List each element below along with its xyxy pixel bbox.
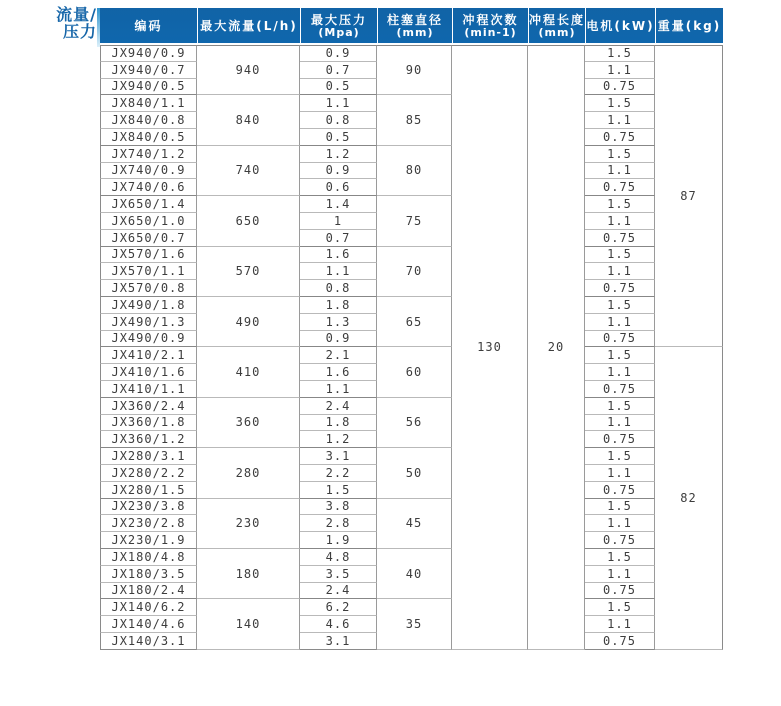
code-cell: JX650/1.0 bbox=[100, 213, 197, 230]
diameter-cell: 40 bbox=[377, 549, 452, 599]
pressure-cell: 2.4 bbox=[300, 398, 377, 415]
code-cell: JX490/1.3 bbox=[100, 314, 197, 331]
motor-cell: 1.1 bbox=[585, 566, 655, 583]
motor-cell: 1.1 bbox=[585, 213, 655, 230]
flow-cell: 650 bbox=[197, 196, 300, 246]
code-cell: JX180/2.4 bbox=[100, 583, 197, 600]
motor-cell: 0.75 bbox=[585, 381, 655, 398]
table-row bbox=[100, 347, 723, 364]
flow-cell: 570 bbox=[197, 247, 300, 297]
pressure-cell: 1.9 bbox=[300, 532, 377, 549]
diameter-cell: 50 bbox=[377, 448, 452, 498]
code-cell: JX280/1.5 bbox=[100, 482, 197, 499]
diameter-cell: 45 bbox=[377, 499, 452, 549]
pressure-cell: 0.6 bbox=[300, 179, 377, 196]
pressure-cell: 3.5 bbox=[300, 566, 377, 583]
column-header-text: 冲程长度 bbox=[529, 12, 586, 27]
motor-cell: 1.1 bbox=[585, 62, 655, 79]
motor-cell: 1.5 bbox=[585, 398, 655, 415]
pressure-cell: 2.1 bbox=[300, 347, 377, 364]
column-header-text: 柱塞直径 bbox=[386, 12, 443, 27]
column-header-text: 冲程次数 bbox=[462, 12, 519, 27]
code-cell: JX940/0.9 bbox=[100, 45, 197, 62]
flow-cell: 840 bbox=[197, 95, 300, 145]
column-header-text: (min-1) bbox=[464, 25, 517, 39]
pressure-cell: 1.1 bbox=[300, 263, 377, 280]
pressure-cell: 0.7 bbox=[300, 62, 377, 79]
motor-cell: 1.5 bbox=[585, 196, 655, 213]
pressure-cell: 0.7 bbox=[300, 230, 377, 247]
code-cell: JX650/0.7 bbox=[100, 230, 197, 247]
motor-cell: 0.75 bbox=[585, 633, 655, 650]
pressure-cell: 1 bbox=[300, 213, 377, 230]
code-cell: JX180/4.8 bbox=[100, 549, 197, 566]
column-header-text: 重量(kg) bbox=[657, 18, 722, 33]
flow-cell: 230 bbox=[197, 499, 300, 549]
column-header-text: 电机(kW) bbox=[586, 18, 655, 33]
motor-cell: 1.1 bbox=[585, 314, 655, 331]
pressure-cell: 0.5 bbox=[300, 129, 377, 146]
column-header-text: (Mpa) bbox=[318, 25, 360, 39]
column-header-motor bbox=[585, 8, 655, 45]
code-cell: JX490/1.8 bbox=[100, 297, 197, 314]
code-cell: JX740/0.9 bbox=[100, 163, 197, 180]
pressure-cell: 2.2 bbox=[300, 465, 377, 482]
code-cell: JX840/1.1 bbox=[100, 95, 197, 112]
header-accent-strip bbox=[97, 8, 100, 47]
code-cell: JX140/3.1 bbox=[100, 633, 197, 650]
code-cell: JX570/0.8 bbox=[100, 280, 197, 297]
diameter-cell: 70 bbox=[377, 247, 452, 297]
motor-cell: 1.5 bbox=[585, 347, 655, 364]
column-header-text: 编码 bbox=[134, 18, 163, 33]
motor-cell: 1.1 bbox=[585, 415, 655, 432]
code-cell: JX230/2.8 bbox=[100, 515, 197, 532]
spec-table-wrap bbox=[97, 8, 723, 650]
code-cell: JX140/4.6 bbox=[100, 616, 197, 633]
motor-cell: 0.75 bbox=[585, 179, 655, 196]
pressure-cell: 0.8 bbox=[300, 112, 377, 129]
motor-cell: 0.75 bbox=[585, 280, 655, 297]
motor-cell: 1.5 bbox=[585, 499, 655, 516]
column-header-text: (mm) bbox=[396, 25, 434, 39]
pressure-cell: 0.9 bbox=[300, 331, 377, 348]
spec-table bbox=[100, 8, 723, 650]
table-body bbox=[100, 45, 723, 650]
pressure-cell: 3.8 bbox=[300, 499, 377, 516]
column-header-text: (mm) bbox=[538, 25, 576, 39]
pressure-cell: 0.9 bbox=[300, 45, 377, 62]
code-cell: JX360/2.4 bbox=[100, 398, 197, 415]
code-cell: JX740/1.2 bbox=[100, 146, 197, 163]
page-title-line1: 流量/ bbox=[56, 5, 97, 24]
pressure-cell: 1.1 bbox=[300, 381, 377, 398]
flow-cell: 940 bbox=[197, 45, 300, 95]
motor-cell: 1.1 bbox=[585, 515, 655, 532]
code-cell: JX570/1.1 bbox=[100, 263, 197, 280]
code-cell: JX180/3.5 bbox=[100, 566, 197, 583]
motor-cell: 1.5 bbox=[585, 247, 655, 264]
pressure-cell: 4.6 bbox=[300, 616, 377, 633]
table-row bbox=[100, 146, 723, 163]
motor-cell: 0.75 bbox=[585, 331, 655, 348]
table-row bbox=[100, 398, 723, 415]
motor-cell: 1.1 bbox=[585, 112, 655, 129]
column-header-plunger-diameter bbox=[377, 8, 452, 45]
code-cell: JX650/1.4 bbox=[100, 196, 197, 213]
pressure-cell: 2.4 bbox=[300, 583, 377, 600]
code-cell: JX280/2.2 bbox=[100, 465, 197, 482]
stroke-length-cell: 20 bbox=[528, 45, 585, 650]
column-header-weight bbox=[655, 8, 723, 45]
code-cell: JX410/2.1 bbox=[100, 347, 197, 364]
pressure-cell: 1.1 bbox=[300, 95, 377, 112]
pressure-cell: 0.8 bbox=[300, 280, 377, 297]
table-row bbox=[100, 599, 723, 616]
motor-cell: 1.5 bbox=[585, 95, 655, 112]
motor-cell: 0.75 bbox=[585, 583, 655, 600]
weight-cell: 82 bbox=[655, 347, 723, 649]
column-header-code bbox=[100, 8, 197, 45]
flow-cell: 140 bbox=[197, 599, 300, 649]
header-row bbox=[100, 8, 723, 45]
table-row bbox=[100, 95, 723, 112]
code-cell: JX840/0.5 bbox=[100, 129, 197, 146]
pressure-cell: 1.4 bbox=[300, 196, 377, 213]
motor-cell: 1.1 bbox=[585, 263, 655, 280]
column-header-text: 最大压力 bbox=[310, 12, 367, 27]
pressure-cell: 3.1 bbox=[300, 448, 377, 465]
diameter-cell: 60 bbox=[377, 347, 452, 397]
code-cell: JX360/1.2 bbox=[100, 431, 197, 448]
motor-cell: 1.5 bbox=[585, 549, 655, 566]
table-row bbox=[100, 196, 723, 213]
motor-cell: 1.5 bbox=[585, 448, 655, 465]
motor-cell: 0.75 bbox=[585, 129, 655, 146]
table-row bbox=[100, 499, 723, 516]
pressure-cell: 6.2 bbox=[300, 599, 377, 616]
flow-cell: 280 bbox=[197, 448, 300, 498]
code-cell: JX360/1.8 bbox=[100, 415, 197, 432]
table-row bbox=[100, 448, 723, 465]
column-header-stroke-frequency bbox=[452, 8, 528, 45]
flow-cell: 180 bbox=[197, 549, 300, 599]
code-cell: JX740/0.6 bbox=[100, 179, 197, 196]
motor-cell: 0.75 bbox=[585, 532, 655, 549]
motor-cell: 1.1 bbox=[585, 163, 655, 180]
table-row bbox=[100, 247, 723, 264]
motor-cell: 1.1 bbox=[585, 364, 655, 381]
stroke-frequency-cell: 130 bbox=[452, 45, 528, 650]
motor-cell: 0.75 bbox=[585, 482, 655, 499]
motor-cell: 1.1 bbox=[585, 616, 655, 633]
pressure-cell: 1.3 bbox=[300, 314, 377, 331]
flow-cell: 410 bbox=[197, 347, 300, 397]
motor-cell: 0.75 bbox=[585, 431, 655, 448]
pressure-cell: 3.1 bbox=[300, 633, 377, 650]
column-header-max-pressure bbox=[300, 8, 377, 45]
code-cell: JX410/1.1 bbox=[100, 381, 197, 398]
motor-cell: 1.5 bbox=[585, 45, 655, 62]
pressure-cell: 4.8 bbox=[300, 549, 377, 566]
pressure-cell: 0.5 bbox=[300, 79, 377, 96]
code-cell: JX230/1.9 bbox=[100, 532, 197, 549]
code-cell: JX140/6.2 bbox=[100, 599, 197, 616]
page-title bbox=[0, 6, 97, 40]
pressure-cell: 1.2 bbox=[300, 146, 377, 163]
motor-cell: 1.5 bbox=[585, 297, 655, 314]
weight-cell: 87 bbox=[655, 45, 723, 347]
pressure-cell: 0.9 bbox=[300, 163, 377, 180]
code-cell: JX280/3.1 bbox=[100, 448, 197, 465]
diameter-cell: 35 bbox=[377, 599, 452, 649]
table-row bbox=[100, 45, 723, 62]
table-row bbox=[100, 297, 723, 314]
pressure-cell: 2.8 bbox=[300, 515, 377, 532]
pressure-cell: 1.8 bbox=[300, 297, 377, 314]
code-cell: JX490/0.9 bbox=[100, 331, 197, 348]
diameter-cell: 75 bbox=[377, 196, 452, 246]
flow-cell: 740 bbox=[197, 146, 300, 196]
diameter-cell: 80 bbox=[377, 146, 452, 196]
flow-cell: 490 bbox=[197, 297, 300, 347]
pressure-cell: 1.6 bbox=[300, 364, 377, 381]
motor-cell: 1.5 bbox=[585, 146, 655, 163]
column-header-max-flow bbox=[197, 8, 300, 45]
motor-cell: 1.5 bbox=[585, 599, 655, 616]
code-cell: JX940/0.5 bbox=[100, 79, 197, 96]
flow-cell: 360 bbox=[197, 398, 300, 448]
code-cell: JX940/0.7 bbox=[100, 62, 197, 79]
column-header-text: 最大流量(L/h) bbox=[200, 18, 298, 33]
motor-cell: 1.1 bbox=[585, 465, 655, 482]
column-header-stroke-length bbox=[528, 8, 585, 45]
code-cell: JX410/1.6 bbox=[100, 364, 197, 381]
diameter-cell: 56 bbox=[377, 398, 452, 448]
table-row bbox=[100, 549, 723, 566]
pressure-cell: 1.2 bbox=[300, 431, 377, 448]
code-cell: JX230/3.8 bbox=[100, 499, 197, 516]
page-title-line2: 压力 bbox=[62, 22, 97, 41]
motor-cell: 0.75 bbox=[585, 79, 655, 96]
pressure-cell: 1.5 bbox=[300, 482, 377, 499]
code-cell: JX840/0.8 bbox=[100, 112, 197, 129]
diameter-cell: 85 bbox=[377, 95, 452, 145]
diameter-cell: 90 bbox=[377, 45, 452, 95]
code-cell: JX570/1.6 bbox=[100, 247, 197, 264]
pressure-cell: 1.8 bbox=[300, 415, 377, 432]
diameter-cell: 65 bbox=[377, 297, 452, 347]
motor-cell: 0.75 bbox=[585, 230, 655, 247]
pressure-cell: 1.6 bbox=[300, 247, 377, 264]
